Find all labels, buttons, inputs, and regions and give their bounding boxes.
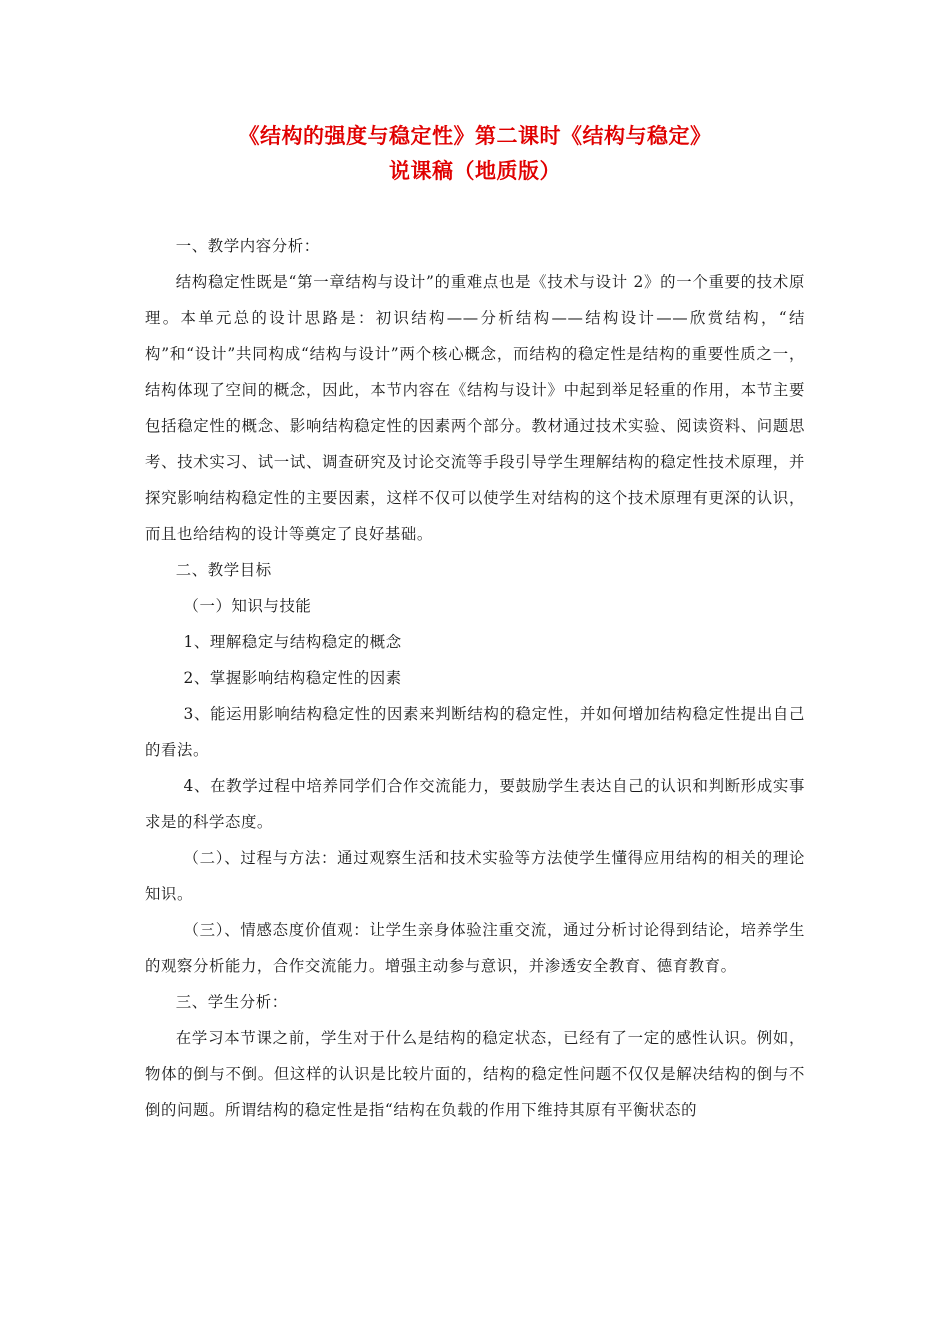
paragraph-student-analysis: 在学习本节课之前，学生对于什么是结构的稳定状态，已经有了一定的感性认识。例如，物体的倒与不倒。但这样的认识是比较片面的，结构的稳定性问题不仅仅是解决结构的倒与不倒的问题。所谓结构的稳定性是指“结构在负载的作用下维持其原有平衡状态的 <box>145 1029 805 1119</box>
document-title: 《结构的强度与稳定性》第二课时《结构与稳定》 <box>238 123 712 148</box>
goal-item-1: 1、理解稳定与结构稳定的概念 <box>183 633 402 651</box>
paragraph-process-method: （二）、过程与方法：通过观察生活和技术实验等方法使学生懂得应用结构的相关的理论知识。 <box>145 849 805 903</box>
paragraph-emotion-values: （三）、情感态度价值观：让学生亲身体验注重交流，通过分析讨论得到结论，培养学生的观察分析能力，合作交流能力。增强主动参与意识，并渗透安全教育、德育教育。 <box>145 921 805 975</box>
goal-item-2: 2、掌握影响结构稳定性的因素 <box>183 669 402 687</box>
paragraph-content-analysis: 结构稳定性既是“第一章结构与设计”的重难点也是《技术与设计 2》的一个重要的技术原理。本单元总的设计思路是：初识结构——分析结构——结构设计——欣赏结构，“结构”和“设计”共同构成“结构与设计”两个核心概念，而结构的稳定性是结构的重要性质之一，结构体现了空间的概念，因此，本节内容在《结构与设计》中起到举足轻重的作用，本节主要包括稳定性的概念、影响结构稳定性的因素两个部分。教材通过技术实验、阅读资料、问题思考、技术实习、试一试、调查研究及讨论交流等手段引导学生理解结构的稳定性技术原理，并探究影响结构稳定性的主要因素，这样不仅可以使学生对结构的这个技术原理有更深的认识，而且也给结构的设计等奠定了良好基础。 <box>145 273 805 543</box>
subheading-knowledge-skills: （一）知识与技能 <box>183 597 312 615</box>
goal-item-3: 3、能运用影响结构稳定性的因素来判断结构的稳定性，并如何增加结构稳定性提出自己的看法。 <box>145 705 805 759</box>
document-subtitle: 说课稿（地质版） <box>389 158 561 183</box>
document-body <box>145 228 805 1128</box>
section-heading-teaching-goals: 二、教学目标 <box>175 561 272 579</box>
section-heading-content-analysis: 一、教学内容分析： <box>175 237 320 255</box>
section-heading-student-analysis: 三、学生分析： <box>175 993 288 1011</box>
goal-item-4: 4、在教学过程中培养同学们合作交流能力，要鼓励学生表达自己的认识和判断形成实事求是的科学态度。 <box>145 777 805 831</box>
